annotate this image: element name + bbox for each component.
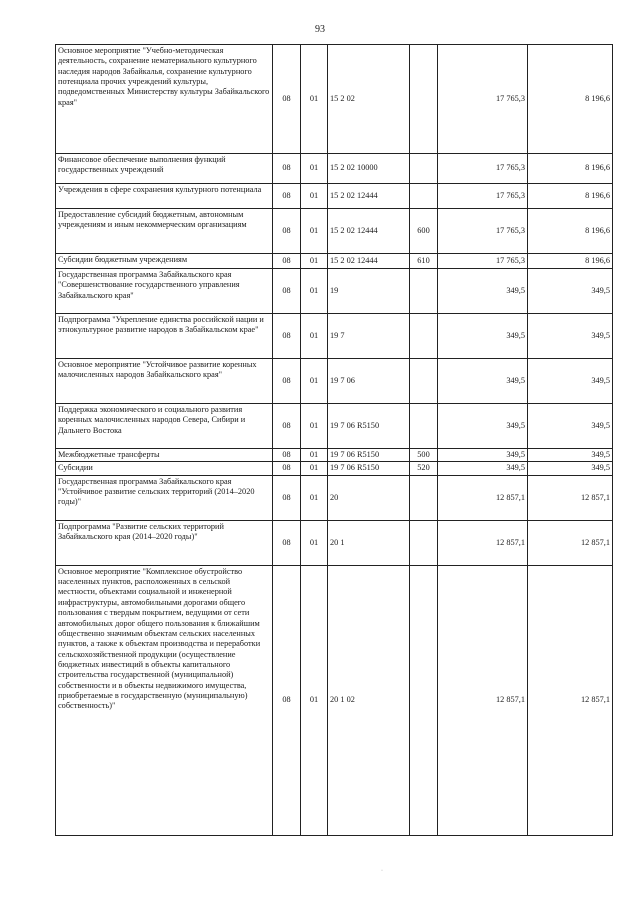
scan-mark: · bbox=[381, 868, 383, 874]
row-target-article: 20 bbox=[328, 475, 410, 520]
row-name: Основное мероприятие "Учебно-методическая деятельность, сохранение нематериального культурного наследия народов Забайкалья, сохранение культурного потенциала прочих учреждений культуры, подведомственных Министерству культуры Забайкальского края" bbox=[56, 45, 273, 154]
row-section: 08 bbox=[273, 404, 301, 449]
row-subsection: 01 bbox=[301, 209, 328, 254]
row-target-article: 15 2 02 12444 bbox=[328, 254, 410, 269]
budget-table bbox=[55, 44, 613, 836]
row-expense-type bbox=[410, 314, 438, 359]
row-amount-year1: 17 765,3 bbox=[438, 154, 528, 184]
table-row bbox=[56, 404, 613, 449]
row-amount-year2: 349,5 bbox=[528, 269, 613, 314]
row-section: 08 bbox=[273, 154, 301, 184]
row-subsection: 01 bbox=[301, 154, 328, 184]
row-target-article: 15 2 02 bbox=[328, 45, 410, 154]
row-amount-year1: 12 857,1 bbox=[438, 475, 528, 520]
row-amount-year2: 8 196,6 bbox=[528, 209, 613, 254]
row-amount-year1: 12 857,1 bbox=[438, 565, 528, 835]
row-expense-type bbox=[410, 184, 438, 209]
page-number: 93 bbox=[315, 24, 325, 35]
row-subsection: 01 bbox=[301, 254, 328, 269]
table-row bbox=[56, 45, 613, 154]
row-section: 08 bbox=[273, 45, 301, 154]
row-expense-type bbox=[410, 154, 438, 184]
row-subsection: 01 bbox=[301, 45, 328, 154]
row-name: Субсидии bbox=[56, 462, 273, 475]
table-row bbox=[56, 449, 613, 462]
table-row bbox=[56, 565, 613, 835]
table-row bbox=[56, 184, 613, 209]
row-expense-type bbox=[410, 359, 438, 404]
row-subsection: 01 bbox=[301, 184, 328, 209]
row-expense-type bbox=[410, 475, 438, 520]
row-target-article: 19 7 06 bbox=[328, 359, 410, 404]
row-target-article: 19 7 06 R5150 bbox=[328, 404, 410, 449]
row-section: 08 bbox=[273, 475, 301, 520]
row-expense-type: 520 bbox=[410, 462, 438, 475]
row-amount-year2: 8 196,6 bbox=[528, 154, 613, 184]
table-row bbox=[56, 359, 613, 404]
row-section: 08 bbox=[273, 520, 301, 565]
row-section: 08 bbox=[273, 359, 301, 404]
row-subsection: 01 bbox=[301, 404, 328, 449]
row-section: 08 bbox=[273, 209, 301, 254]
row-section: 08 bbox=[273, 269, 301, 314]
row-subsection: 01 bbox=[301, 475, 328, 520]
table-row bbox=[56, 475, 613, 520]
row-section: 08 bbox=[273, 462, 301, 475]
row-target-article: 15 2 02 12444 bbox=[328, 184, 410, 209]
budget-table-body bbox=[56, 45, 613, 836]
row-section: 08 bbox=[273, 184, 301, 209]
row-subsection: 01 bbox=[301, 462, 328, 475]
row-subsection: 01 bbox=[301, 449, 328, 462]
row-amount-year1: 349,5 bbox=[438, 462, 528, 475]
row-amount-year1: 17 765,3 bbox=[438, 254, 528, 269]
row-target-article: 19 7 06 R5150 bbox=[328, 462, 410, 475]
row-expense-type: 610 bbox=[410, 254, 438, 269]
table-row bbox=[56, 520, 613, 565]
table-row bbox=[56, 154, 613, 184]
row-amount-year2: 12 857,1 bbox=[528, 475, 613, 520]
row-name: Подпрограмма "Укрепление единства российской нации и этнокультурное развитие народов в Забайкальском крае" bbox=[56, 314, 273, 359]
row-target-article: 20 1 bbox=[328, 520, 410, 565]
row-subsection: 01 bbox=[301, 520, 328, 565]
row-target-article: 20 1 02 bbox=[328, 565, 410, 835]
row-amount-year2: 349,5 bbox=[528, 404, 613, 449]
table-row bbox=[56, 314, 613, 359]
row-name: Основное мероприятие "Комплексное обустройство населенных пунктов, расположенных в сельской местности, объектами социальной и инженерной инфраструктуры, автомобильными дорогами общего пользования с твердым покрытием, ведущими от сети автомобильных дорог общего пользования к ближайшим общественно значимым объектам сельских населенных пунктов, а также к объектам производства и переработки сельскохозяйственной продукции (осуществление бюджетных инвестиций в объекты капитального строительства государственной (муниципальной) собственности и в объекты недвижимого имущества, приобретаемые в государственную (муниципальную) собственность)" bbox=[56, 565, 273, 835]
row-target-article: 15 2 02 10000 bbox=[328, 154, 410, 184]
row-name: Учреждения в сфере сохранения культурного потенциала bbox=[56, 184, 273, 209]
row-amount-year2: 8 196,6 bbox=[528, 254, 613, 269]
row-name: Поддержка экономического и социального развития коренных малочисленных народов Севера, Сибири и Дальнего Востока bbox=[56, 404, 273, 449]
row-expense-type bbox=[410, 520, 438, 565]
row-name: Государственная программа Забайкальского края "Совершенствование государственного управления Забайкальского края" bbox=[56, 269, 273, 314]
row-amount-year1: 17 765,3 bbox=[438, 209, 528, 254]
row-target-article: 19 7 bbox=[328, 314, 410, 359]
row-name: Межбюджетные трансферты bbox=[56, 449, 273, 462]
row-expense-type bbox=[410, 565, 438, 835]
row-amount-year1: 17 765,3 bbox=[438, 184, 528, 209]
row-amount-year2: 12 857,1 bbox=[528, 565, 613, 835]
row-target-article: 19 bbox=[328, 269, 410, 314]
row-amount-year1: 349,5 bbox=[438, 314, 528, 359]
row-amount-year1: 17 765,3 bbox=[438, 45, 528, 154]
row-name: Предоставление субсидий бюджетным, автономным учреждениям и иным некоммерческим организациям bbox=[56, 209, 273, 254]
row-subsection: 01 bbox=[301, 565, 328, 835]
row-amount-year2: 8 196,6 bbox=[528, 184, 613, 209]
row-amount-year2: 12 857,1 bbox=[528, 520, 613, 565]
row-name: Финансовое обеспечение выполнения функций государственных учреждений bbox=[56, 154, 273, 184]
row-subsection: 01 bbox=[301, 314, 328, 359]
row-amount-year1: 349,5 bbox=[438, 404, 528, 449]
row-amount-year2: 349,5 bbox=[528, 359, 613, 404]
row-name: Государственная программа Забайкальского края "Устойчивое развитие сельских территорий (2014–2020 годы)" bbox=[56, 475, 273, 520]
row-amount-year1: 349,5 bbox=[438, 449, 528, 462]
row-amount-year1: 349,5 bbox=[438, 359, 528, 404]
row-amount-year2: 8 196,6 bbox=[528, 45, 613, 154]
row-expense-type bbox=[410, 45, 438, 154]
row-expense-type bbox=[410, 269, 438, 314]
row-expense-type: 600 bbox=[410, 209, 438, 254]
row-expense-type: 500 bbox=[410, 449, 438, 462]
row-name: Субсидии бюджетным учреждениям bbox=[56, 254, 273, 269]
row-amount-year1: 349,5 bbox=[438, 269, 528, 314]
row-target-article: 15 2 02 12444 bbox=[328, 209, 410, 254]
row-expense-type bbox=[410, 404, 438, 449]
row-amount-year2: 349,5 bbox=[528, 449, 613, 462]
row-subsection: 01 bbox=[301, 269, 328, 314]
row-amount-year2: 349,5 bbox=[528, 314, 613, 359]
row-section: 08 bbox=[273, 565, 301, 835]
row-amount-year2: 349,5 bbox=[528, 462, 613, 475]
table-row bbox=[56, 209, 613, 254]
row-name: Подпрограмма "Развитие сельских территорий Забайкальского края (2014–2020 годы)" bbox=[56, 520, 273, 565]
row-section: 08 bbox=[273, 254, 301, 269]
row-amount-year1: 12 857,1 bbox=[438, 520, 528, 565]
table-row bbox=[56, 462, 613, 475]
row-section: 08 bbox=[273, 449, 301, 462]
row-target-article: 19 7 06 R5150 bbox=[328, 449, 410, 462]
row-name: Основное мероприятие "Устойчивое развитие коренных малочисленных народов Забайкальского края" bbox=[56, 359, 273, 404]
row-section: 08 bbox=[273, 314, 301, 359]
table-row bbox=[56, 269, 613, 314]
row-subsection: 01 bbox=[301, 359, 328, 404]
table-row bbox=[56, 254, 613, 269]
